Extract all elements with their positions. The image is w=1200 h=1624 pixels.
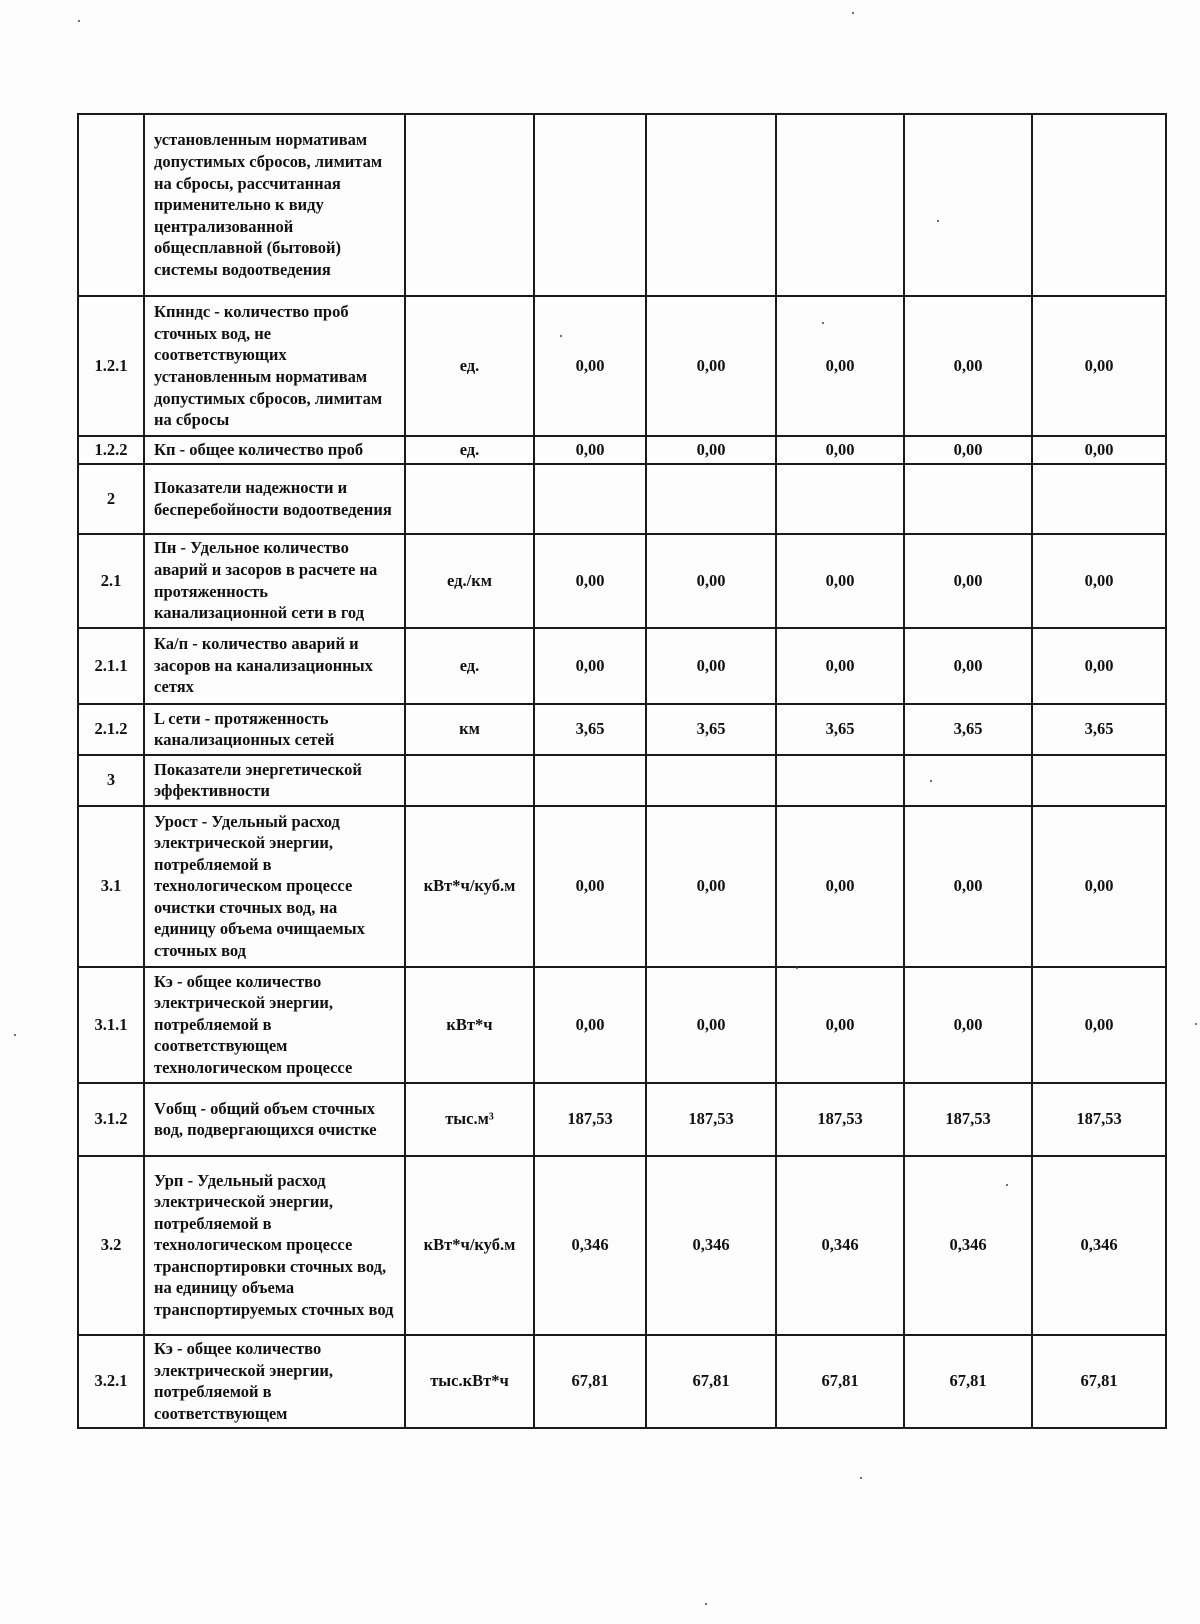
value-cell: 0,00 — [646, 534, 776, 628]
value-cell — [904, 114, 1032, 296]
scan-speck — [78, 20, 80, 22]
value-cell: 0,00 — [904, 296, 1032, 436]
indicator-name: Урп - Удельный расход электрической энергии, потребляемой в технологическом процессе транспортировки сточных вод, на единицу объема транспортируемых сточных вод — [144, 1156, 405, 1335]
table-row — [78, 967, 1166, 1083]
unit-cell: ед. — [405, 296, 534, 436]
value-cell: 3,65 — [904, 704, 1032, 755]
row-number: 3.2 — [78, 1156, 144, 1335]
value-cell — [534, 464, 646, 534]
value-cell: 0,00 — [534, 806, 646, 967]
value-cell: 0,00 — [904, 436, 1032, 464]
value-cell: 0,346 — [1032, 1156, 1166, 1335]
row-number: 2.1 — [78, 534, 144, 628]
value-cell: 187,53 — [534, 1083, 646, 1156]
value-cell: 0,00 — [534, 967, 646, 1083]
scan-speck — [1195, 1023, 1197, 1025]
row-number: 2.1.2 — [78, 704, 144, 755]
unit-cell — [405, 464, 534, 534]
table-row — [78, 1156, 1166, 1335]
indicators-table — [77, 113, 1167, 1429]
unit-cell: кВт*ч/куб.м — [405, 806, 534, 967]
value-cell: 0,00 — [776, 436, 904, 464]
table-row — [78, 114, 1166, 296]
value-cell — [904, 464, 1032, 534]
value-cell — [534, 755, 646, 806]
table-row — [78, 464, 1166, 534]
value-cell — [534, 114, 646, 296]
value-cell: 0,346 — [646, 1156, 776, 1335]
value-cell — [1032, 464, 1166, 534]
row-number: 3 — [78, 755, 144, 806]
unit-cell: км — [405, 704, 534, 755]
value-cell: 187,53 — [646, 1083, 776, 1156]
scan-speck — [822, 322, 824, 324]
value-cell: 0,00 — [534, 534, 646, 628]
value-cell: 0,00 — [904, 967, 1032, 1083]
table-row — [78, 296, 1166, 436]
indicator-name: Пн - Удельное количество аварий и засоров в расчете на протяженность канализационной сети в год — [144, 534, 405, 628]
row-number: 1.2.1 — [78, 296, 144, 436]
value-cell: 0,00 — [646, 967, 776, 1083]
value-cell: 0,346 — [534, 1156, 646, 1335]
value-cell: 0,00 — [1032, 296, 1166, 436]
row-number: 1.2.2 — [78, 436, 144, 464]
value-cell: 0,00 — [646, 436, 776, 464]
value-cell: 0,00 — [904, 806, 1032, 967]
value-cell — [1032, 114, 1166, 296]
indicator-name: Кп - общее количество проб — [144, 436, 405, 464]
value-cell: 0,00 — [646, 296, 776, 436]
table-row — [78, 534, 1166, 628]
indicator-name: Кпнндс - количество проб сточных вод, не соответствующих установленным нормативам допустимых сбросов, лимитам на сбросы — [144, 296, 405, 436]
value-cell — [646, 755, 776, 806]
value-cell: 0,00 — [646, 806, 776, 967]
value-cell: 0,00 — [1032, 967, 1166, 1083]
value-cell: 67,81 — [1032, 1335, 1166, 1428]
unit-cell: ед. — [405, 436, 534, 464]
value-cell: 0,00 — [534, 628, 646, 704]
table-row — [78, 1083, 1166, 1156]
value-cell — [1032, 755, 1166, 806]
value-cell: 0,00 — [776, 967, 904, 1083]
row-number: 3.2.1 — [78, 1335, 144, 1428]
value-cell: 187,53 — [776, 1083, 904, 1156]
value-cell: 3,65 — [534, 704, 646, 755]
indicator-name: Vобщ - общий объем сточных вод, подвергающихся очистке — [144, 1083, 405, 1156]
value-cell — [646, 114, 776, 296]
value-cell: 67,81 — [776, 1335, 904, 1428]
table-row — [78, 1335, 1166, 1428]
value-cell: 0,00 — [1032, 534, 1166, 628]
value-cell: 0,00 — [646, 628, 776, 704]
value-cell: 187,53 — [904, 1083, 1032, 1156]
value-cell: 0,00 — [534, 436, 646, 464]
value-cell: 3,65 — [1032, 704, 1166, 755]
value-cell: 0,00 — [776, 534, 904, 628]
indicator-name: установленным нормативам допустимых сбросов, лимитам на сбросы, рассчитанная применительно к виду централизованной общесплавной (бытовой) системы водоотведения — [144, 114, 405, 296]
value-cell: 67,81 — [646, 1335, 776, 1428]
row-number: 3.1.2 — [78, 1083, 144, 1156]
scan-speck — [560, 335, 562, 337]
table-row — [78, 806, 1166, 967]
row-number: 3.1 — [78, 806, 144, 967]
value-cell — [904, 755, 1032, 806]
table-row — [78, 755, 1166, 806]
value-cell: 0,00 — [776, 628, 904, 704]
indicator-name: Ка/п - количество аварий и засоров на канализационных сетях — [144, 628, 405, 704]
table-row — [78, 704, 1166, 755]
value-cell — [776, 114, 904, 296]
scan-speck — [705, 1603, 707, 1605]
indicator-name: Показатели надежности и бесперебойности водоотведения — [144, 464, 405, 534]
scan-speck — [796, 967, 798, 969]
value-cell: 0,00 — [1032, 806, 1166, 967]
scan-speck — [14, 1034, 16, 1036]
table-row — [78, 628, 1166, 704]
table-row — [78, 436, 1166, 464]
row-number: 3.1.1 — [78, 967, 144, 1083]
value-cell: 67,81 — [534, 1335, 646, 1428]
value-cell: 0,00 — [1032, 436, 1166, 464]
value-cell: 0,00 — [1032, 628, 1166, 704]
value-cell: 3,65 — [646, 704, 776, 755]
value-cell: 0,00 — [534, 296, 646, 436]
value-cell: 0,346 — [776, 1156, 904, 1335]
row-number: 2 — [78, 464, 144, 534]
unit-cell — [405, 114, 534, 296]
value-cell: 67,81 — [904, 1335, 1032, 1428]
value-cell: 0,00 — [904, 628, 1032, 704]
unit-cell: ед./км — [405, 534, 534, 628]
value-cell: 3,65 — [776, 704, 904, 755]
indicator-name: Урост - Удельный расход электрической энергии, потребляемой в технологическом процессе очистки сточных вод, на единицу объема очищаемых сточных вод — [144, 806, 405, 967]
unit-cell — [405, 755, 534, 806]
table-body — [78, 114, 1166, 1428]
value-cell — [646, 464, 776, 534]
indicator-name: Кэ - общее количество электрической энергии, потребляемой в соответствующем — [144, 1335, 405, 1428]
row-number: 2.1.1 — [78, 628, 144, 704]
unit-cell: тыс.кВт*ч — [405, 1335, 534, 1428]
indicator-name: Кэ - общее количество электрической энергии, потребляемой в соответствующем технологическом процессе — [144, 967, 405, 1083]
indicator-name: L сети - протяженность канализационных сетей — [144, 704, 405, 755]
scan-speck — [937, 220, 939, 222]
unit-cell: кВт*ч/куб.м — [405, 1156, 534, 1335]
indicator-name: Показатели энергетической эффективности — [144, 755, 405, 806]
value-cell — [776, 464, 904, 534]
value-cell — [776, 755, 904, 806]
value-cell: 0,346 — [904, 1156, 1032, 1335]
scan-speck — [930, 780, 932, 782]
unit-cell: ед. — [405, 628, 534, 704]
value-cell: 187,53 — [1032, 1083, 1166, 1156]
unit-cell: тыс.м³ — [405, 1083, 534, 1156]
value-cell: 0,00 — [904, 534, 1032, 628]
value-cell: 0,00 — [776, 806, 904, 967]
scan-speck — [860, 1477, 862, 1479]
unit-cell: кВт*ч — [405, 967, 534, 1083]
scan-speck — [1006, 1184, 1008, 1186]
value-cell: 0,00 — [776, 296, 904, 436]
scan-speck — [852, 12, 854, 14]
row-number — [78, 114, 144, 296]
